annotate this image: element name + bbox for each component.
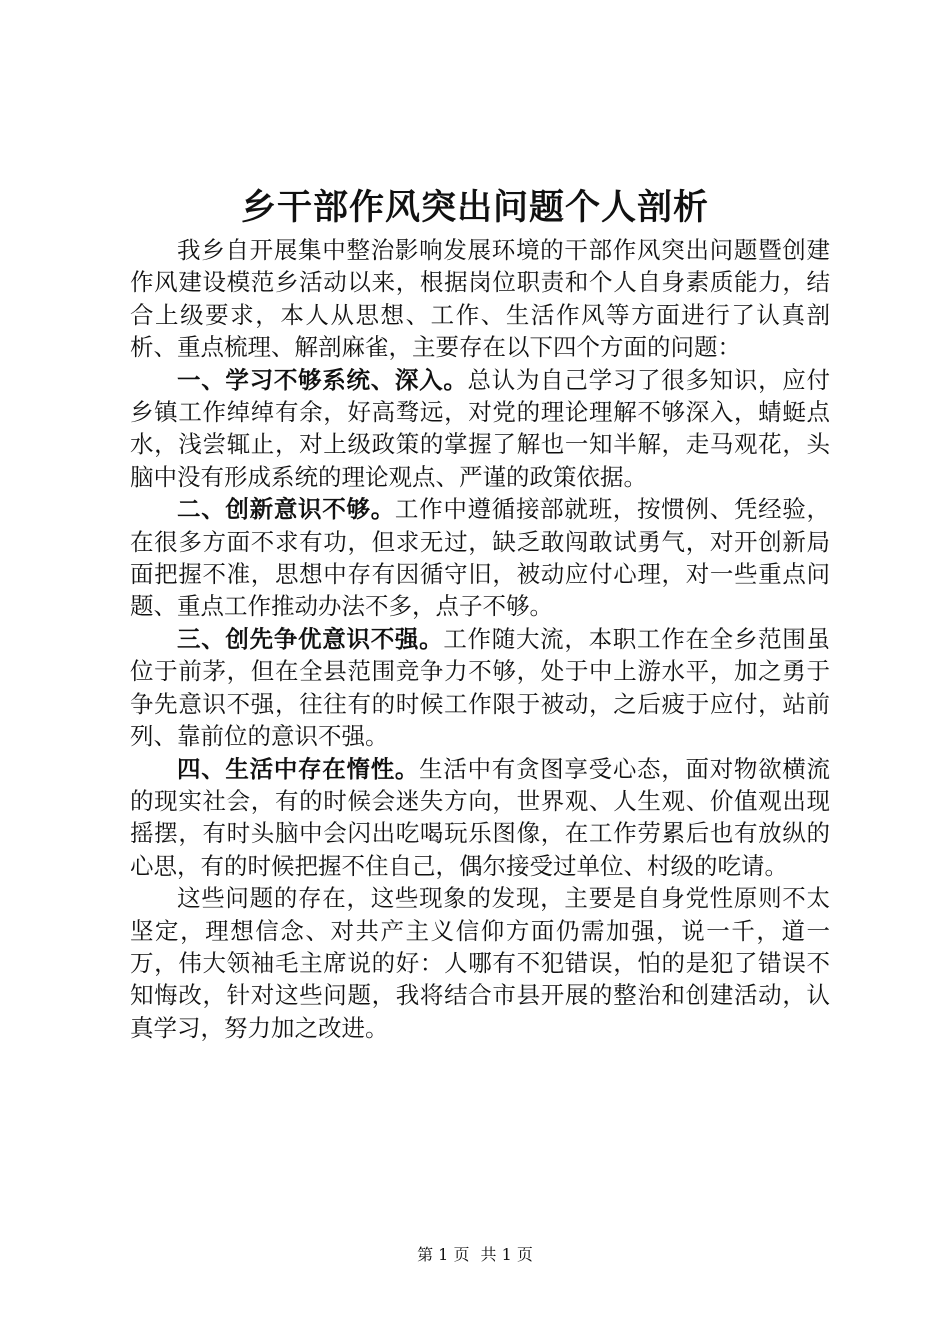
section-heading-1: 一、学习不够系统、深入。 xyxy=(177,365,468,394)
section-heading-2: 二、创新意识不够。 xyxy=(177,495,395,524)
section-paragraph-3 xyxy=(130,623,830,753)
conclusion-paragraph: 这些问题的存在，这些现象的发现，主要是自身党性原则不太坚定，理想信念、对共产主义信仰方面仍需加强，说一千，道一万，伟大领袖毛主席说的好：人哪有不犯错误，怕的是犯了错误不知悔改，针对这些问题，我将结合市县开展的整治和创建活动，认真学习，努力加之改进。 xyxy=(130,884,830,1042)
section-text-1: 总认为自己学习了很多知识，应付乡镇工作绰绰有余，好高骛远，对党的理论理解不够深入，蜻蜓点水，浅尝辄止，对上级政策的掌握了解也一知半解，走马观花，头脑中没有形成系统的理论观点、严谨的政策依据。 xyxy=(130,365,831,491)
section-heading-3: 三、创先争优意识不强。 xyxy=(177,624,444,653)
section-text-3: 工作随大流，本职工作在全乡范围虽位于前茅，但在全县范围竞争力不够，处于中上游水平，加之勇于争先意识不强，往往有的时候工作限于被动，之后疲于应付，站前列、靠前位的意识不强。 xyxy=(130,624,831,751)
page-total: 共 1 页 xyxy=(480,1245,533,1264)
section-text-2: 工作中遵循接部就班，按惯例、凭经验，在很多方面不求有功，但求无过，缺乏敢闯敢试勇气，对开创新局面把握不准，思想中存有因循守旧，被动应付心理，对一些重点问题、重点工作推动办法不多，点子不够。 xyxy=(130,495,831,621)
page-number: 第 1 页 xyxy=(417,1245,470,1264)
intro-paragraph: 我乡自开展集中整治影响发展环境的干部作风突出问题暨创建作风建设模范乡活动以来，根据岗位职责和个人自身素质能力，结合上级要求，本人从思想、工作、生活作风等方面进行了认真剖析、重点梳理、解剖麻雀，主要存在以下四个方面的问题： xyxy=(130,236,830,362)
page-footer xyxy=(0,1245,950,1265)
section-paragraph-4 xyxy=(130,753,830,883)
section-heading-4: 四、生活中存在惰性。 xyxy=(177,754,420,783)
section-paragraph-1 xyxy=(130,364,830,494)
document-title: 乡干部作风突出问题个人剖析 xyxy=(240,187,709,228)
document-body xyxy=(130,234,830,1044)
section-text-4: 生活中有贪图享受心态，面对物欲横流的现实社会，有的时候会迷失方向，世界观、人生观、价值观出现摇摆，有时头脑中会闪出吃喝玩乐图像，在工作劳累后也有放纵的心思，有的时候把握不住自己，偶尔接受过单位、村级的吃请。 xyxy=(130,754,831,880)
section-paragraph-2 xyxy=(130,493,830,623)
